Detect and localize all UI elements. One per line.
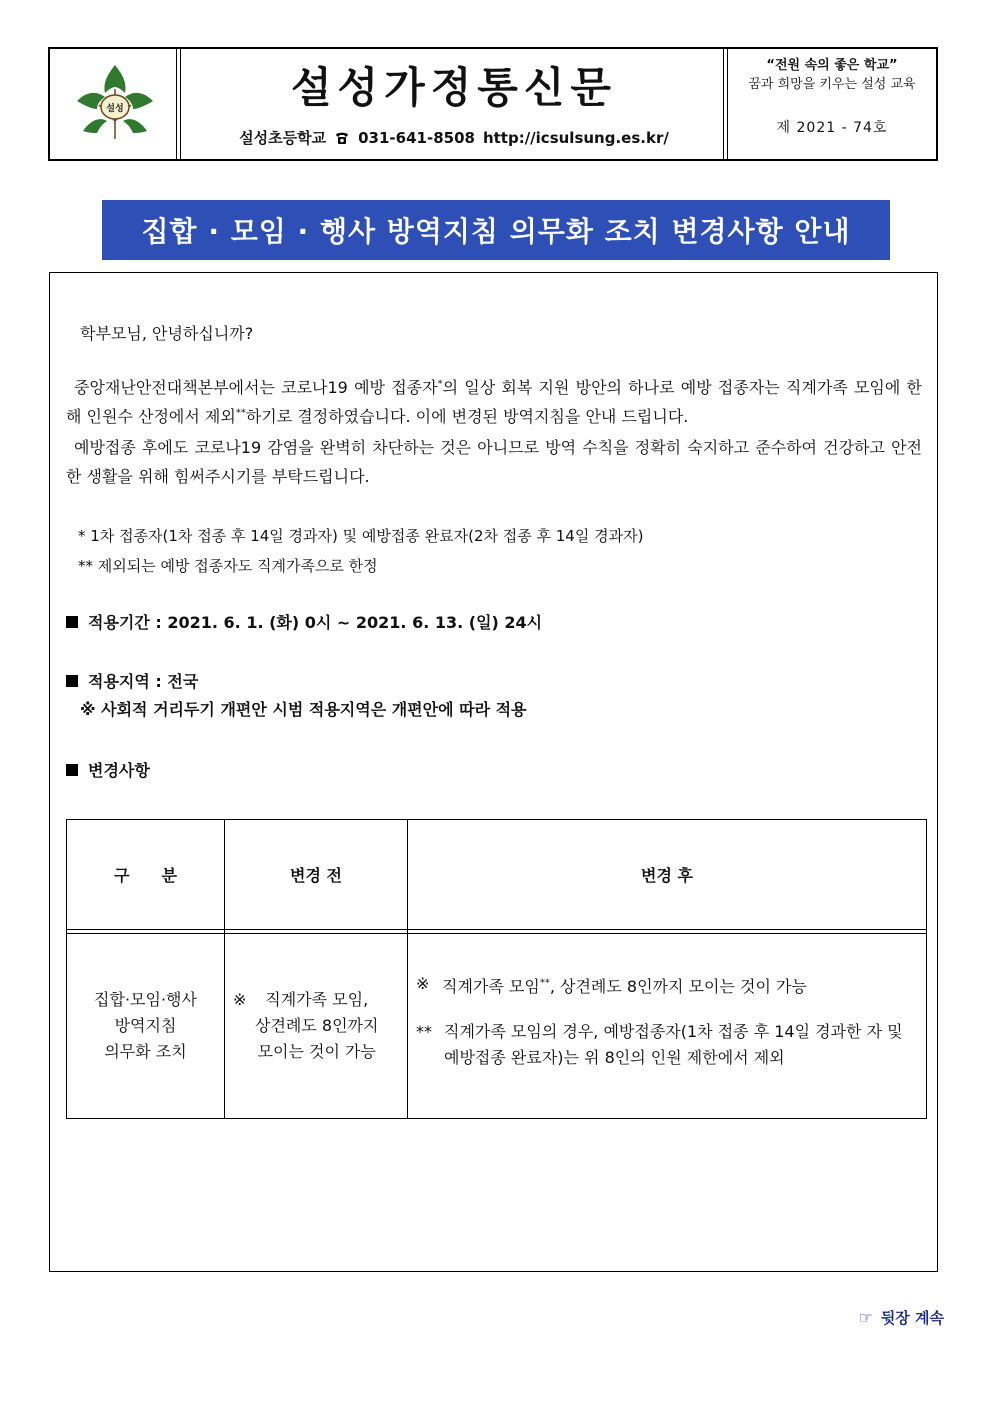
after1-footnote-mark: ** (539, 977, 550, 989)
table-row (67, 934, 927, 1119)
changes-heading: 변경사항 (88, 761, 150, 780)
category-line: 의무화 조치 (104, 1042, 187, 1061)
region-text: 적용지역 : 전국 (88, 672, 199, 691)
region-note: ※ 사회적 거리두기 개편안 시범 적용지역은 개편안에 따라 적용 (80, 700, 527, 719)
continue-note (858, 1307, 944, 1328)
after-item-1 (416, 974, 918, 997)
phone-icon (334, 131, 350, 145)
reference-mark: ※ (233, 990, 247, 1009)
header-before: 변경 전 (225, 820, 408, 930)
after1-part-a: 직계가족 모임 (442, 977, 540, 996)
changes-table (66, 819, 927, 1119)
header-after: 변경 후 (408, 820, 927, 930)
emblem-text: 설성 (106, 104, 124, 114)
school-emblem-icon (69, 61, 161, 147)
category-line: 집합·모임·행사 (94, 990, 197, 1009)
before-line: 상견례도 8인까지 (255, 1016, 379, 1035)
p1-footnote-mark-2: ** (235, 407, 246, 419)
after-item-2 (416, 1019, 918, 1071)
period-text: 적용기간 : 2021. 6. 1. (화) 0시 ~ 2021. 6. 13. (일) 24시 (88, 613, 543, 632)
notice-body (49, 272, 938, 1272)
section-region (66, 669, 198, 692)
continue-text: 뒷장 계속 (880, 1309, 944, 1327)
section-period (66, 610, 542, 633)
newsletter-header (48, 47, 938, 161)
title-banner: 집합 · 모임 · 행사 방역지침 의무화 조치 변경사항 안내 (102, 200, 890, 260)
before-line: 모이는 것이 가능 (257, 1042, 376, 1061)
after-cell (408, 934, 927, 1119)
paragraph-intro (66, 373, 922, 431)
newsletter-title: 설성가정통신문 (290, 63, 617, 112)
after2-text: 직계가족 모임의 경우, 예방접종자(1차 접종 후 14일 경과한 자 및 예방접종 완료자)는 위 8인의 인원 제한에서 제외 (444, 1022, 903, 1067)
footnote-1: * 1차 접종자(1차 접종 후 14일 경과자) 및 예방접종 완료자(2차 접종 후 14일 경과자) (78, 527, 644, 545)
reference-mark: ※ (416, 974, 430, 993)
footnote-2: ** 제외되는 예방 접종자도 직계가족으로 한정 (78, 557, 378, 575)
motto-sub: 꿈과 희망을 키우는 설성 교육 (748, 77, 916, 92)
p1-part-c: 하기로 결정하였습니다. 이에 변경된 방역지침을 안내 드립니다. (245, 407, 689, 426)
greeting: 학부모님, 안녕하십니까? (80, 324, 254, 343)
phone-number: 031-641-8508 (358, 128, 475, 147)
school-url[interactable]: http://icsulsung.es.kr/ (482, 128, 669, 147)
p1-footnote-mark-1: * (437, 378, 443, 390)
school-name: 설성초등학교 (239, 129, 327, 147)
square-bullet-icon (66, 764, 78, 776)
motto-cell (728, 49, 936, 159)
header-category: 구 분 (67, 820, 225, 930)
motto-quote: “전원 속의 좋은 학교” (766, 58, 898, 73)
category-line: 방역지침 (114, 1016, 177, 1035)
before-cell (225, 934, 408, 1119)
issue-number: 제 2021 - 74호 (776, 120, 888, 136)
square-bullet-icon (66, 616, 78, 628)
title-cell (181, 49, 728, 159)
before-line: 직계가족 모임, (265, 990, 369, 1009)
footnote-mark: ** (416, 1022, 432, 1041)
p1-part-b: 의 일상 회복 지원 방안의 하나로 예방 접종자는 직계가족 모임에 한 해 인원수 산정에서 제외 (66, 378, 922, 426)
section-changes (66, 758, 150, 781)
category-cell (67, 934, 225, 1119)
paragraph-caution: 예방접종 후에도 코로나19 감염을 완벽히 차단하는 것은 아니므로 방역 수칙을 정확히 숙지하고 준수하여 건강하고 안전한 생활을 위해 힘써주시기를 부탁드립니다. (66, 438, 922, 486)
contact-line (239, 127, 669, 148)
p1-part-a: 중앙재난안전대책본부에서는 코로나19 예방 접종자 (74, 378, 438, 397)
after1-part-b: , 상견례도 8인까지 모이는 것이 가능 (549, 977, 807, 996)
pointing-hand-icon: ☞ (858, 1308, 873, 1327)
square-bullet-icon (66, 675, 78, 687)
school-logo-cell (50, 49, 181, 159)
